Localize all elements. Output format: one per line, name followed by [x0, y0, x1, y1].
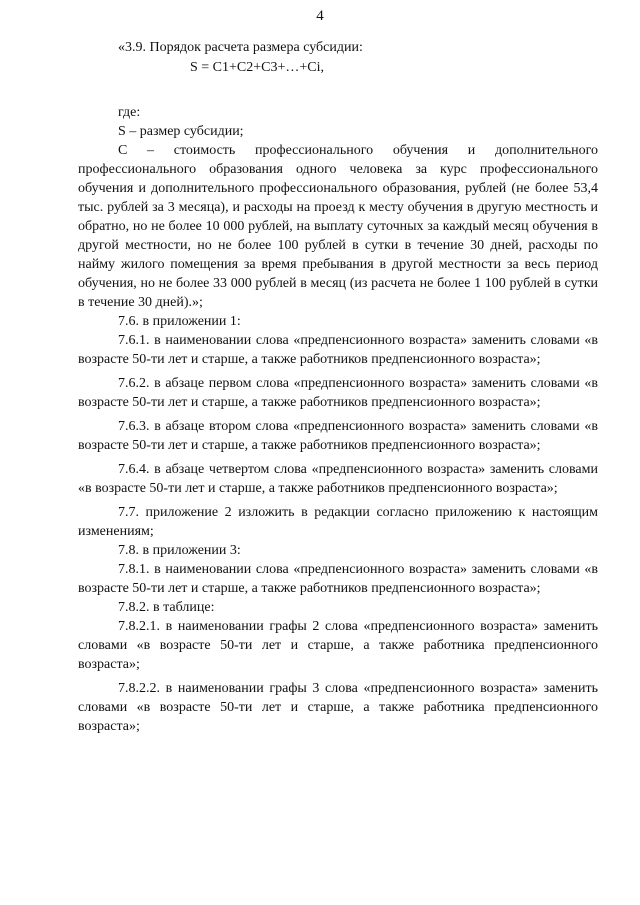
paragraph-7-6-2: 7.6.2. в абзаце первом слова «предпенсионного возраста» заменить словами «в возрасте 50-ти лет и старше, а также работников предпенсионного возраста»;: [78, 376, 598, 410]
c-definition: C – стоимость профессионального обучения и дополнительного профессионального образования одного человека за курс профессионального обучения и дополнительного профессионального образования, рублей (не более 53,4 тыс. рублей за 3 месяца), и расходы на проезд к месту обучения в другую местность и обратно, но не более 10 000 рублей, на выплату суточных за каждый месяц обучения в другой местности, но не более 100 рублей в сутки в течение 30 дней, расходы по найму жилого помещения за время пребывания в другой местности за весь период обучения, но не более 33 000 рублей в месяц (из расчета не более 1 100 рублей в сутки в течение 30 дней).»;: [78, 143, 598, 310]
paragraph-7-6: 7.6. в приложении 1:: [118, 314, 241, 329]
paragraph-7-8-1: 7.8.1. в наименовании слова «предпенсионного возраста» заменить словами «в возрасте 50-ти лет и старше, а также работников предпенсионного возраста»;: [78, 562, 598, 596]
paragraph-7-6-1: 7.6.1. в наименовании слова «предпенсионного возраста» заменить словами «в возрасте 50-ти лет и старше, а также работников предпенсионного возраста»;: [78, 333, 598, 367]
section-heading: «3.9. Порядок расчета размера субсидии:: [118, 40, 363, 55]
paragraph-7-8-2: 7.8.2. в таблице:: [118, 600, 215, 615]
paragraph-7-8-2-1: 7.8.2.1. в наименовании графы 2 слова «предпенсионного возраста» заменить словами «в возрасте 50-ти лет и старше, а также работника предпенсионного возраста»;: [78, 619, 598, 672]
subsidy-formula: S = C1+C2+C3+…+Ci,: [190, 60, 325, 75]
where-label: где:: [118, 105, 141, 120]
page-number: 4: [316, 8, 324, 24]
paragraph-7-6-4: 7.6.4. в абзаце четвертом слова «предпенсионного возраста» заменить словами «в возрасте 50-ти лет и старше, а также работников предпенсионного возраста»;: [78, 462, 598, 496]
paragraph-7-7: 7.7. приложение 2 изложить в редакции согласно приложению к настоящим изменениям;: [78, 505, 598, 539]
paragraph-7-8-2-2: 7.8.2.2. в наименовании графы 3 слова «предпенсионного возраста» заменить словами «в возрасте 50-ти лет и старше, а также работника предпенсионного возраста»;: [78, 681, 598, 734]
paragraph-7-6-3: 7.6.3. в абзаце втором слова «предпенсионного возраста» заменить словами «в возрасте 50-ти лет и старше, а также работников предпенсионного возраста»;: [78, 419, 598, 453]
paragraph-7-8: 7.8. в приложении 3:: [118, 543, 241, 558]
s-definition: S – размер субсидии;: [118, 124, 244, 139]
document-body: [78, 38, 598, 736]
